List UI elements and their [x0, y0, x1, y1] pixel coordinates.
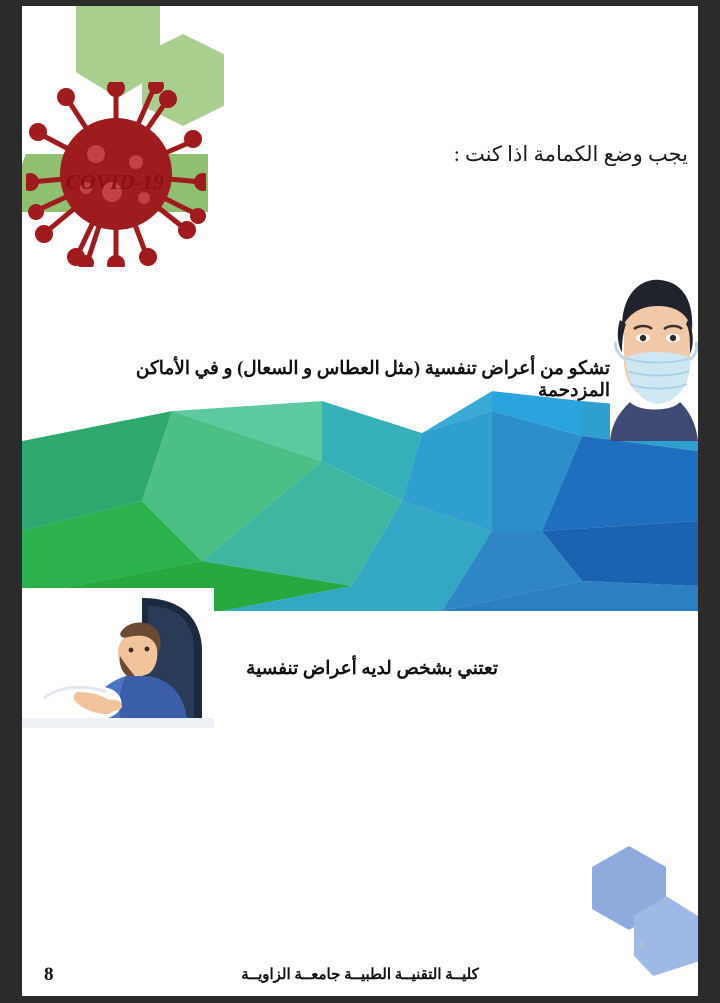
bullet-text-1: تشكو من أعراض تنفسية (مثل العطاس و السعال) و في الأماكن المزدحمة: [135, 359, 610, 401]
faint-page-mark: 8: [640, 940, 645, 950]
bullet-text-2: تعتني بشخص لديه أعراض تنفسية: [246, 659, 498, 679]
page-heading: يجب وضع الكمامة اذا كنت :: [453, 142, 688, 166]
footer-institution: كليــة التقنيــة الطبيــة جامعــة الزاويــة: [241, 967, 479, 983]
masked-woman-photo: [610, 276, 698, 441]
document-page: [22, 6, 698, 996]
footer-page-number: 8: [44, 964, 54, 985]
low-poly-band-decoration: [22, 381, 698, 611]
covid-logo-label: COVID-19: [65, 170, 165, 194]
sick-person-photo: [22, 588, 214, 728]
